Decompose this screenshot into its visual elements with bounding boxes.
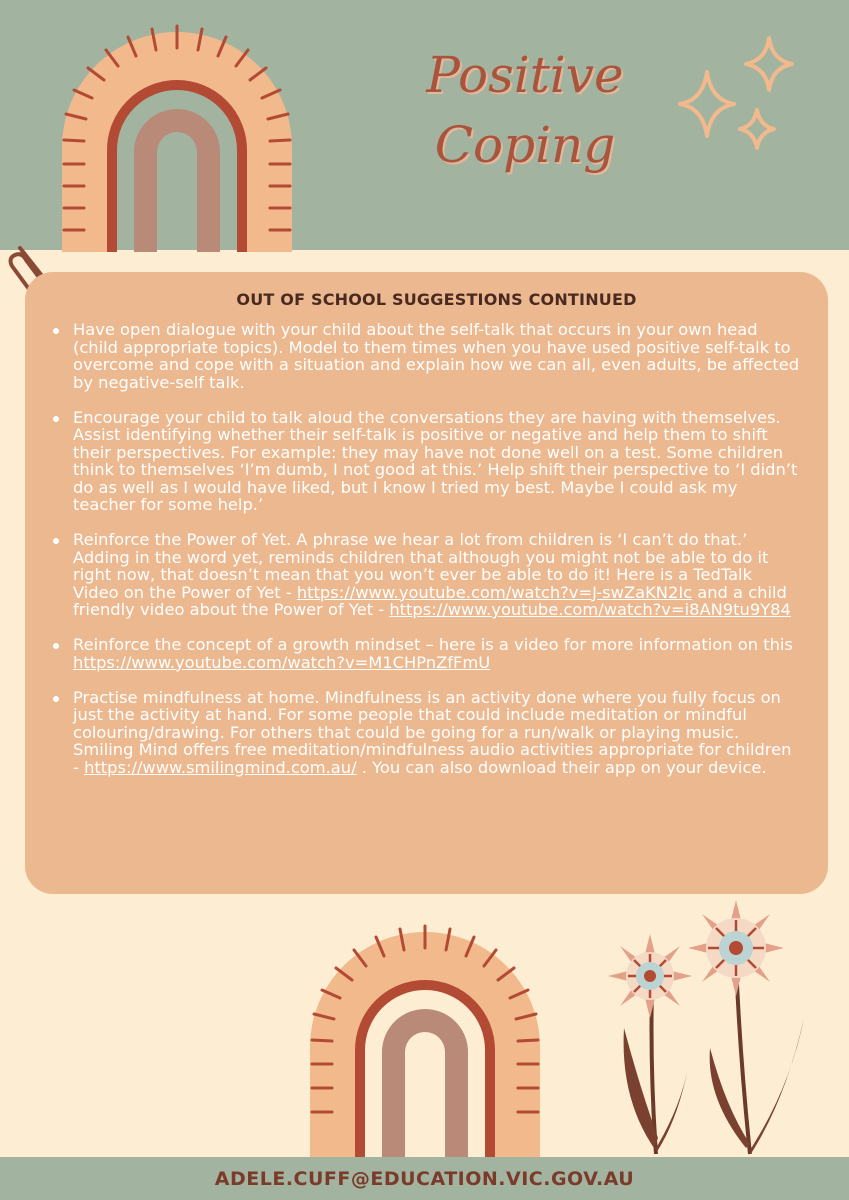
page-title <box>395 40 655 180</box>
list-item: Reinforce the concept of a growth mindset – here is a video for more information on this https://www.youtube.com/watch?v=M1CHPnZfFmU <box>73 636 800 671</box>
list-item: Reinforce the Power of Yet. A phrase we hear a lot from children is ‘I can’t do that.’ Adding in the word yet, reminds children that although you might not be able to do it right now, that doesn’t mean that you won’t ever be able to do it! Here is a TedTalk Video on the Power of Yet - https://www.youtube.com/watch?v=J-swZaKN2Ic and a child friendly video about the Power of Yet - https://www.youtube.com/watch?v=i8AN9tu9Y84 <box>73 531 800 619</box>
rainbow-arch-icon <box>300 922 550 1158</box>
tedtalk-link[interactable]: https://www.youtube.com/watch?v=J-swZaKN2Ic <box>296 582 693 602</box>
title-line-1: Positive <box>426 46 624 104</box>
card-heading: OUT OF SCHOOL SUGGESTIONS CONTINUED <box>236 290 637 309</box>
contact-email[interactable]: ADELE.CUFF@EDUCATION.VIC.GOV.AU <box>214 1167 635 1190</box>
list-item: Have open dialogue with your child about the self-talk that occurs in your own head (child appropriate topics). Model to them times when you have used positive self-talk to overcome and cope with a situation and explain how we can all, even adults, be affected by negative-self talk. <box>73 320 800 392</box>
list-item: Practise mindfulness at home. Mindfulness is an activity done where you fully focus on just the activity at hand. For some people that could include meditation or mindful colouring/drawing. For others that could be going for a run/walk or playing music. Smiling Mind offers free meditation/mindfulness audio activities appropriate for children - https://www.smilingmind.com.au/ . You can also download their app on your device. <box>73 689 800 777</box>
footer-band <box>0 1157 849 1200</box>
smiling-mind-link[interactable]: https://www.smilingmind.com.au/ <box>84 757 357 777</box>
sparkle-icon <box>672 32 802 162</box>
child-video-link[interactable]: https://www.youtube.com/watch?v=i8AN9tu9Y84 <box>389 600 791 619</box>
flower-icon <box>600 898 820 1156</box>
suggestions-list <box>73 321 800 776</box>
list-item: Encourage your child to talk aloud the conversations they are having with themselves. Assist identifying whether their self-talk is positive or negative and help them to shift their perspectives. For example: they may have not done well on a test. Some children think to themselves ‘I’m dumb, I not good at this.’ Help shift their perspective to ‘I didn’t do as well as I would have liked, but I know I tried my best. Maybe I could ask my teacher for some help.’ <box>73 409 800 514</box>
growth-mindset-link[interactable]: https://www.youtube.com/watch?v=M1CHPnZfFmU <box>73 652 491 672</box>
suggestions-card <box>25 272 828 894</box>
rainbow-arch-icon <box>52 22 302 254</box>
title-line-2: Coping <box>434 116 616 174</box>
